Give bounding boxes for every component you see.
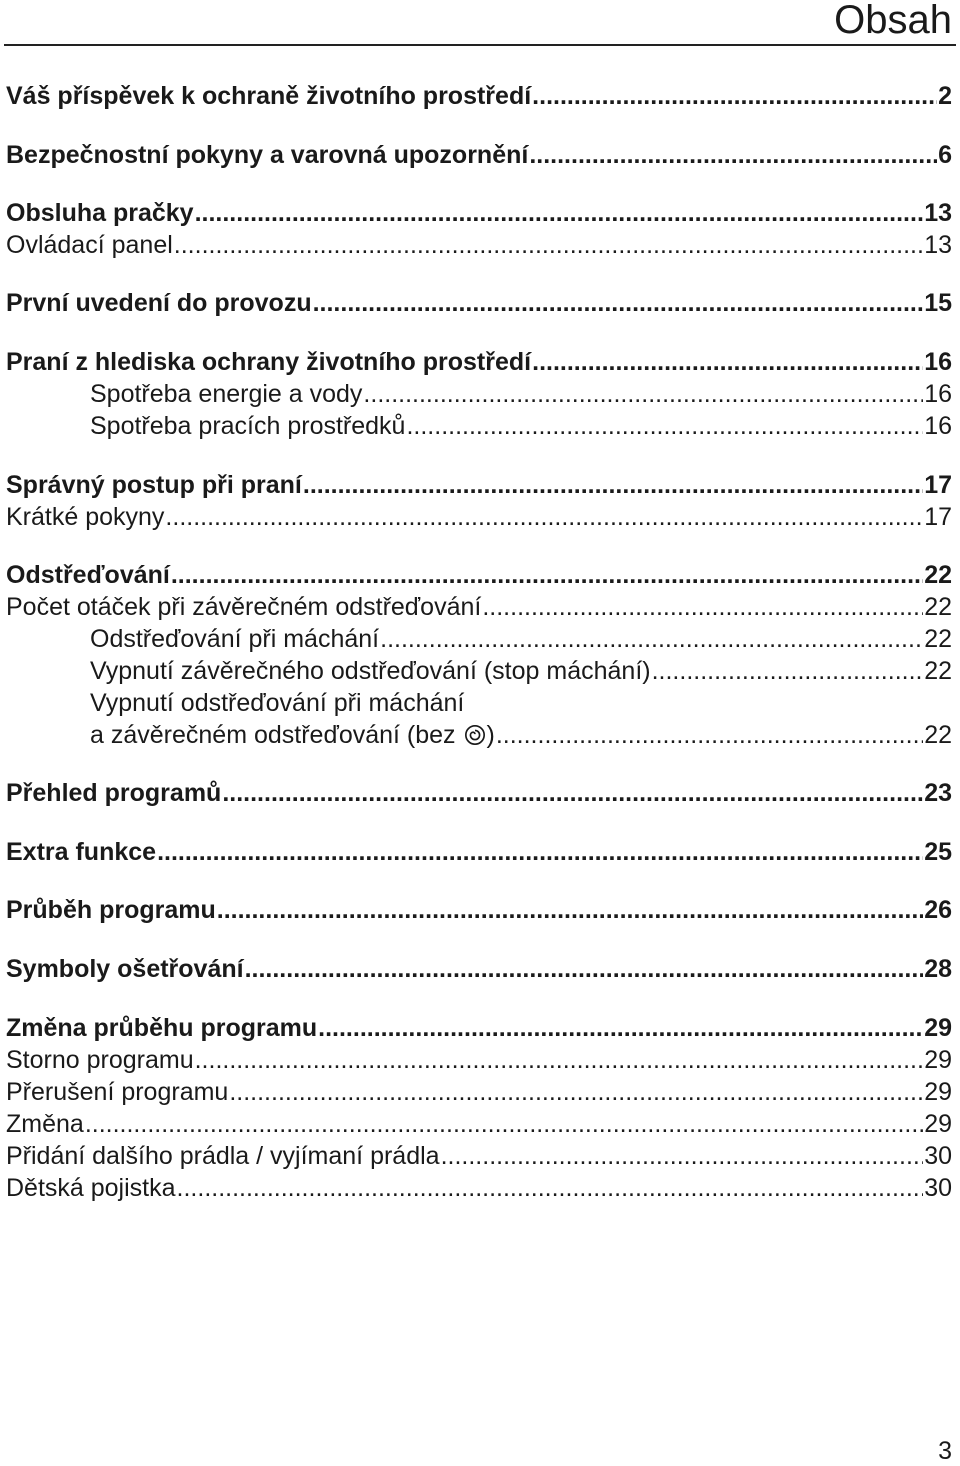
toc-entry-label: Storno programu — [6, 1046, 194, 1074]
toc-page-number: 17 — [924, 503, 952, 531]
toc-entry-label: Symboly ošetřování — [6, 955, 244, 983]
toc-leader — [482, 592, 923, 622]
toc-entry[interactable] — [90, 411, 952, 441]
toc-entry[interactable] — [6, 778, 952, 808]
toc-entry-label: Odstřeďování při máchání — [90, 625, 380, 653]
toc-leader — [245, 954, 924, 984]
toc-entry-label: Spotřeba pracích prostředků — [90, 412, 406, 440]
toc-page-number: 17 — [924, 471, 952, 499]
toc-leader — [363, 379, 923, 409]
toc-page-number: 22 — [924, 721, 952, 749]
toc-leader — [529, 140, 937, 170]
toc-leader — [195, 198, 924, 228]
toc-entry-label: Odstřeďování — [6, 561, 170, 589]
toc-entry-label: Spotřeba energie a vody — [90, 380, 363, 408]
toc-entry-label: a závěrečném odstřeďování (bez ) — [90, 721, 495, 749]
toc-entry[interactable] — [6, 81, 952, 111]
toc-page-number: 13 — [924, 231, 952, 259]
toc-leader — [165, 502, 923, 532]
toc-leader — [229, 1077, 923, 1107]
toc-leader — [177, 1173, 924, 1203]
toc-entry[interactable] — [6, 470, 952, 500]
toc-page-number: 26 — [924, 896, 952, 924]
toc-entry[interactable] — [6, 347, 952, 377]
toc-entry-label: Vypnutí závěrečného odstřeďování (stop máchání) — [90, 657, 651, 685]
toc-page-number: 25 — [924, 838, 952, 866]
toc-leader — [85, 1109, 923, 1139]
toc-entry[interactable] — [6, 560, 952, 590]
toc-entry-label: Bezpečnostní pokyny a varovná upozornění — [6, 141, 529, 169]
toc-leader — [496, 720, 923, 750]
toc-entry[interactable] — [6, 1109, 952, 1139]
toc-entry-label: Vypnutí odstřeďování při máchání — [90, 689, 465, 717]
toc-entry[interactable] — [6, 954, 952, 984]
toc-entry[interactable] — [6, 502, 952, 532]
toc-page-number: 16 — [924, 412, 952, 440]
toc-leader — [406, 411, 923, 441]
toc-page-number: 29 — [924, 1078, 952, 1106]
toc-entry[interactable] — [6, 1141, 952, 1171]
toc-entry-label: Správný postup při praní — [6, 471, 302, 499]
toc-entry[interactable] — [90, 624, 952, 654]
toc-entry[interactable] — [6, 592, 952, 622]
toc-entry[interactable] — [6, 230, 952, 260]
toc-entry[interactable] — [6, 288, 952, 318]
toc-entry-label: Praní z hlediska ochrany životního prostředí — [6, 348, 532, 376]
toc-leader — [303, 470, 923, 500]
toc-leader — [652, 656, 924, 686]
spin-spiral-icon — [464, 724, 486, 746]
toc-page-number: 30 — [924, 1174, 952, 1202]
toc-entry[interactable] — [6, 837, 952, 867]
toc-leader — [318, 1013, 923, 1043]
toc-entry[interactable] — [6, 1173, 952, 1203]
toc-leader — [174, 230, 923, 260]
toc-page-number: 2 — [938, 82, 952, 110]
toc-entry-label: Průběh programu — [6, 896, 216, 924]
page-title: Obsah — [834, 0, 952, 42]
toc-page-number: 15 — [924, 289, 952, 317]
toc-entry-label: Změna průběhu programu — [6, 1014, 318, 1042]
toc-leader — [222, 778, 923, 808]
toc-entry-continuation[interactable] — [90, 720, 952, 750]
toc-entry-label: Obsluha pračky — [6, 199, 194, 227]
toc-leader — [532, 347, 923, 377]
toc-page-number: 16 — [924, 348, 952, 376]
toc-page-number: 22 — [924, 625, 952, 653]
toc-leader — [313, 288, 924, 318]
toc-entry[interactable] — [90, 688, 952, 718]
toc-entry[interactable] — [6, 140, 952, 170]
toc-page-number: 22 — [924, 593, 952, 621]
toc-page-number: 6 — [938, 141, 952, 169]
toc-entry-label: Počet otáček při závěrečném odstřeďování — [6, 593, 482, 621]
toc-page-number: 30 — [924, 1142, 952, 1170]
toc-page-number: 29 — [924, 1014, 952, 1042]
toc-entry-label: Extra funkce — [6, 838, 157, 866]
toc-entry-label: Přidání dalšího prádla / vyjímaní prádla — [6, 1142, 440, 1170]
toc-page-number: 28 — [924, 955, 952, 983]
toc-leader — [380, 624, 923, 654]
toc-leader — [171, 560, 923, 590]
toc-entry[interactable] — [6, 198, 952, 228]
toc-leader — [441, 1141, 924, 1171]
toc-page-number: 16 — [924, 380, 952, 408]
toc-entry-label: První uvedení do provozu — [6, 289, 312, 317]
toc-entry-label: Krátké pokyny — [6, 503, 165, 531]
toc-page-number: 23 — [924, 779, 952, 807]
title-rule — [4, 44, 956, 46]
toc-page-number: 22 — [924, 561, 952, 589]
toc-entry[interactable] — [6, 1077, 952, 1107]
toc-entry-label: Ovládací panel — [6, 231, 173, 259]
toc-leader — [195, 1045, 924, 1075]
toc-page-number: 29 — [924, 1046, 952, 1074]
toc-entry-label: Přehled programů — [6, 779, 222, 807]
toc-entry-label: Váš příspěvek k ochraně životního prostředí — [6, 82, 532, 110]
toc-entry-label: Změna — [6, 1110, 84, 1138]
toc-leader — [217, 895, 923, 925]
toc-entry[interactable] — [90, 656, 952, 686]
toc-entry[interactable] — [6, 895, 952, 925]
toc-entry-label: Přerušení programu — [6, 1078, 229, 1106]
toc-entry[interactable] — [6, 1045, 952, 1075]
toc-page-number: 22 — [924, 657, 952, 685]
page-number: 3 — [938, 1437, 952, 1465]
toc-leader — [532, 81, 937, 111]
toc-page-number: 13 — [924, 199, 952, 227]
toc-page-number: 29 — [924, 1110, 952, 1138]
toc-entry[interactable] — [6, 1013, 952, 1043]
toc-leader — [157, 837, 923, 867]
toc-entry-label: Dětská pojistka — [6, 1174, 176, 1202]
toc-entry[interactable] — [90, 379, 952, 409]
